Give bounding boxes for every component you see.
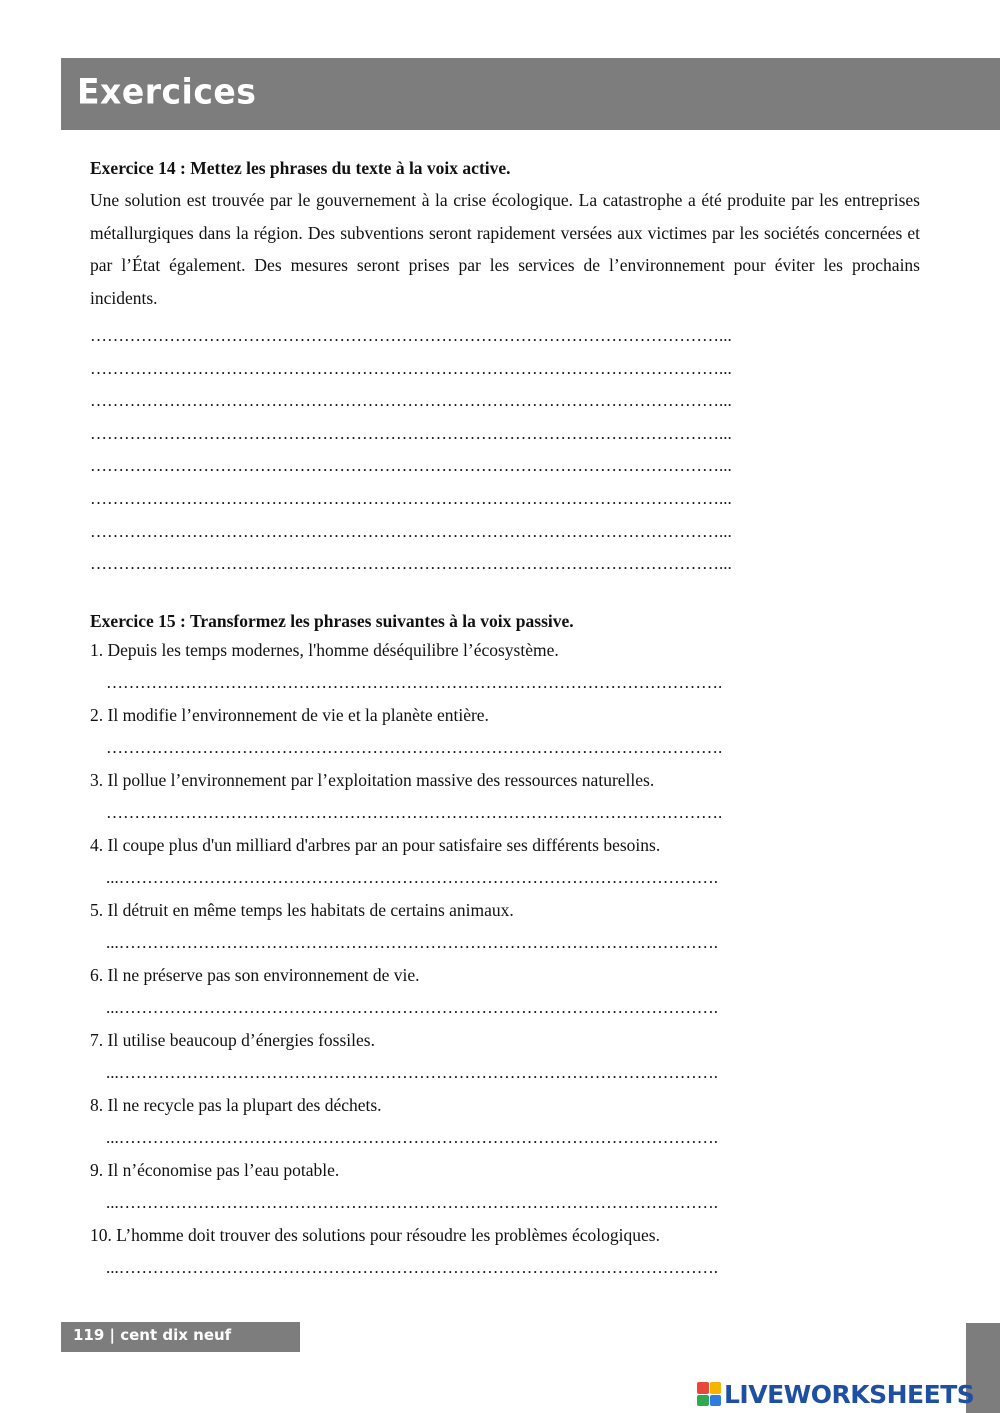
exercise-14 xyxy=(90,154,920,581)
answer-line[interactable]: ...……………………………………………………………………………………………. xyxy=(106,1258,718,1277)
answer-line[interactable]: ...……………………………………………………………………………………………. xyxy=(106,1063,718,1082)
question-text: 6. Il ne préserve pas son environnement de vie. xyxy=(90,965,420,985)
question-text: 10. L’homme doit trouver des solutions pour résoudre les problèmes écologiques. xyxy=(90,1225,660,1245)
liveworksheets-logo-icon xyxy=(697,1382,721,1406)
list-item xyxy=(90,1155,920,1220)
footer-band xyxy=(61,1322,300,1352)
answer-line[interactable]: ...……………………………………………………………………………………………. xyxy=(106,1128,718,1147)
logo-tile xyxy=(697,1395,709,1407)
list-item xyxy=(90,700,920,765)
exercise-14-answer-area xyxy=(90,320,920,581)
exercise-14-text: Une solution est trouvée par le gouvernement à la crise écologique. La catastrophe a été produite par les entreprises métallurgiques dans la région. Des subventions seront rapidement versées aux victimes par les sociétés concernées et par l’État également. Des mesures seront prises par les services de l’environnement pour éviter les prochains incidents. xyxy=(90,190,920,308)
header-band xyxy=(61,58,1000,130)
answer-line[interactable]: …………………………………………………………………………………………………... xyxy=(90,554,732,574)
list-item xyxy=(90,895,920,960)
question-text: 7. Il utilise beaucoup d’énergies fossiles. xyxy=(90,1030,375,1050)
question-text: 8. Il ne recycle pas la plupart des déchets. xyxy=(90,1095,382,1115)
answer-line[interactable]: ………………………………………………………………………………………………. xyxy=(106,673,723,692)
list-item xyxy=(90,830,920,895)
exercise-14-title: Exercice 14 : Mettez les phrases du texte à la voix active. xyxy=(90,158,511,178)
answer-line[interactable]: ………………………………………………………………………………………………. xyxy=(106,803,723,822)
exercise-15-title: Exercice 15 : Transformez les phrases suivantes à la voix passive. xyxy=(90,611,574,631)
answer-line[interactable]: ...……………………………………………………………………………………………. xyxy=(106,998,718,1017)
list-item xyxy=(90,960,920,1025)
answer-line[interactable]: ...……………………………………………………………………………………………. xyxy=(106,933,718,952)
liveworksheets-logo-text: LIVEWORKSHEETS xyxy=(724,1379,975,1409)
list-item xyxy=(90,1220,920,1285)
question-text: 1. Depuis les temps modernes, l'homme déséquilibre l’écosystème. xyxy=(90,640,559,660)
answer-line[interactable]: …………………………………………………………………………………………………... xyxy=(90,423,732,443)
logo-tile xyxy=(710,1382,722,1394)
answer-line[interactable]: ………………………………………………………………………………………………. xyxy=(106,738,723,757)
logo-tile xyxy=(697,1382,709,1394)
answer-line[interactable]: …………………………………………………………………………………………………... xyxy=(90,456,732,476)
answer-line[interactable]: …………………………………………………………………………………………………... xyxy=(90,521,732,541)
answer-line[interactable]: …………………………………………………………………………………………………... xyxy=(90,358,732,378)
answer-line[interactable]: ...……………………………………………………………………………………………. xyxy=(106,868,718,887)
question-text: 9. Il n’économise pas l’eau potable. xyxy=(90,1160,340,1180)
list-item xyxy=(90,1025,920,1090)
answer-line[interactable]: ...……………………………………………………………………………………………. xyxy=(106,1193,718,1212)
liveworksheets-logo[interactable] xyxy=(697,1378,974,1410)
answer-line[interactable]: …………………………………………………………………………………………………... xyxy=(90,391,732,411)
list-item xyxy=(90,1090,920,1155)
logo-tile xyxy=(710,1395,722,1407)
page-number: 119 | cent dix neuf xyxy=(73,1326,232,1344)
question-text: 3. Il pollue l’environnement par l’exploitation massive des ressources naturelles. xyxy=(90,770,655,790)
answer-line[interactable]: …………………………………………………………………………………………………... xyxy=(90,488,732,508)
list-item xyxy=(90,635,920,700)
page-title: Exercices xyxy=(77,71,257,112)
list-item xyxy=(90,765,920,830)
question-text: 2. Il modifie l’environnement de vie et la planète entière. xyxy=(90,705,489,725)
exercise-15 xyxy=(90,607,920,1285)
answer-line[interactable]: …………………………………………………………………………………………………... xyxy=(90,326,732,345)
question-text: 5. Il détruit en même temps les habitats de certains animaux. xyxy=(90,900,514,920)
question-text: 4. Il coupe plus d'un milliard d'arbres par an pour satisfaire ses différents besoins. xyxy=(90,835,661,855)
